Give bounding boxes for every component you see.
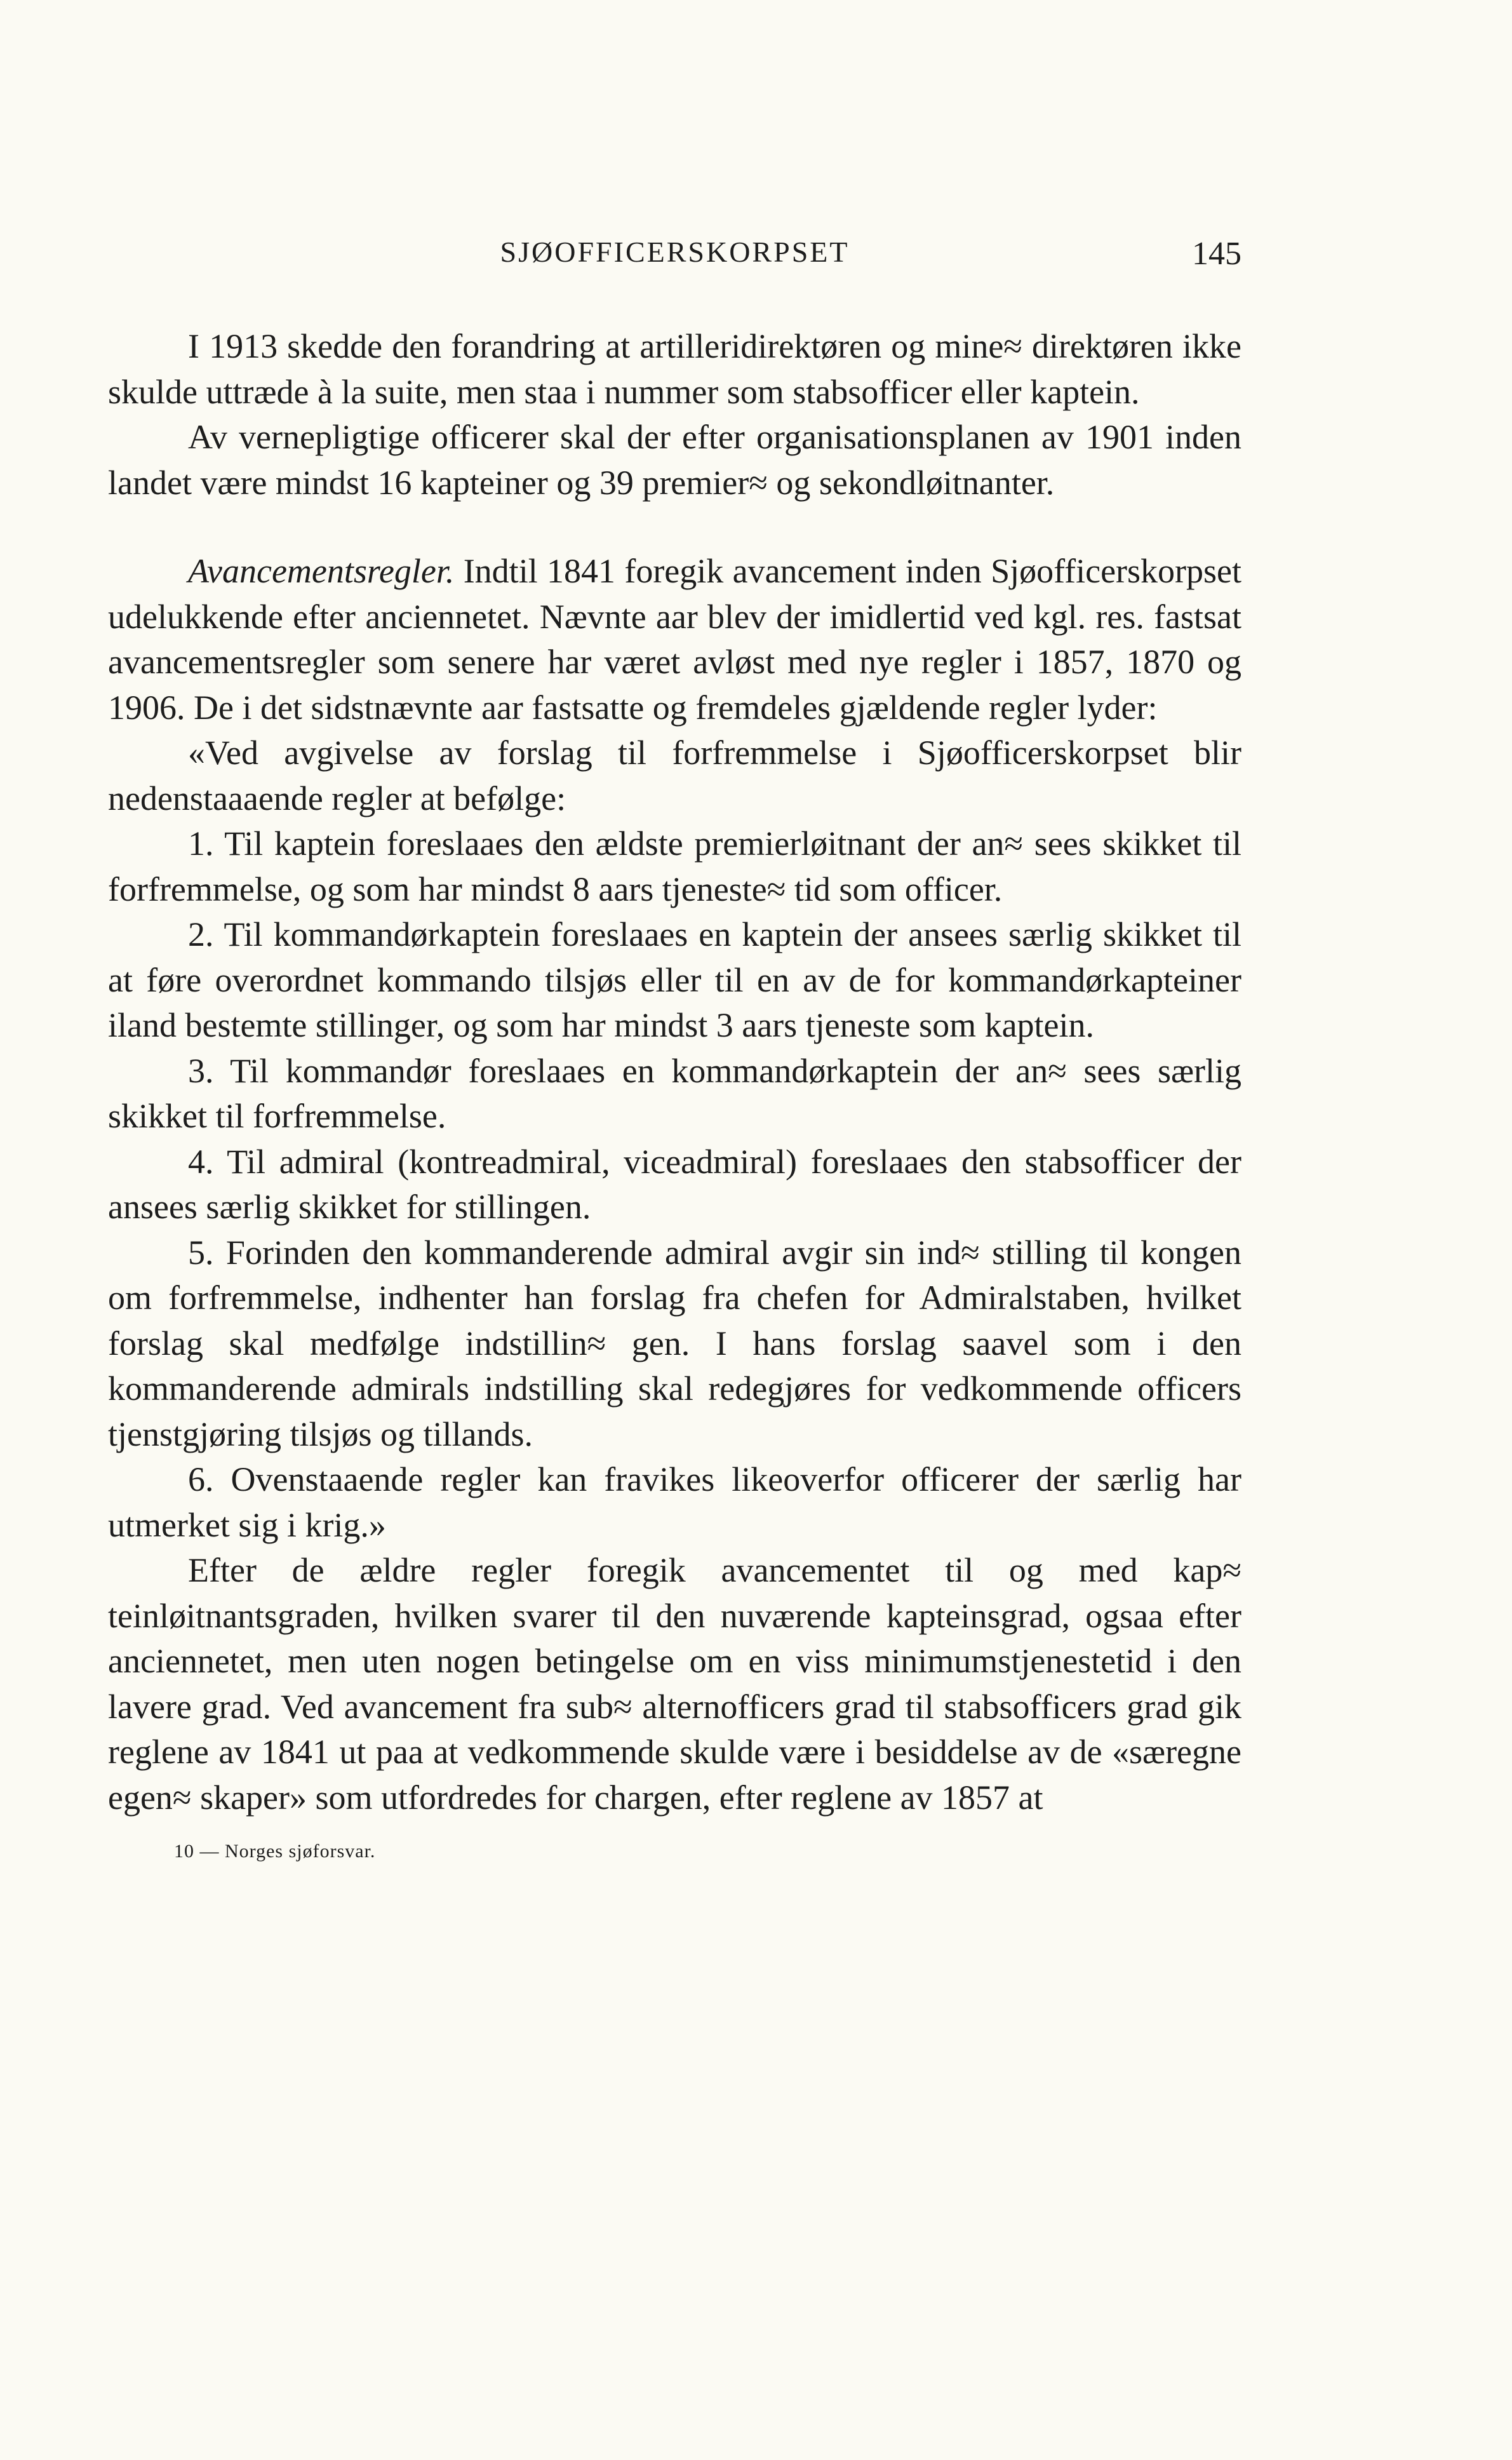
running-head bbox=[108, 235, 1241, 286]
section-intro: Indtil 1841 foregik avancement inden Sjøofficerskorpset udelukkende efter anciennetet. Nævnte aar blev der imidlertid ved kgl. res. fastsat avancementsregler som senere har været avløst med nye regler i 1857, 1870 og 1906. De i det sidstnævnte aar fastsatte og fremdeles gjældende regler lyder: bbox=[108, 552, 1242, 727]
book-page bbox=[108, 235, 1241, 1862]
signature-mark: 10 — Norges sjøforsvar. bbox=[174, 1841, 376, 1862]
rule-4: 4. Til admiral (kontreadmiral, viceadmiral) foreslaaes den stabsofficer der ansees særlig skikket for stillingen. bbox=[108, 1142, 1241, 1226]
paragraph-conscript-officers: Av vernepligtige officerer skal der efter organisationsplanen av 1901 inden landet være mindst 16 kapteiner og 39 premier≈ og sekondløitnanter. bbox=[108, 418, 1241, 502]
paragraph-1913: I 1913 skedde den forandring at artilleridirektøren og mine≈ direktøren ikke skulde uttræde à la suite, men staa i nummer som stabsofficer eller kaptein. bbox=[108, 327, 1241, 411]
rules-intro: «Ved avgivelse av forslag til forfremmelse i Sjøofficerskorpset blir nedenstaaaende regler at befølge: bbox=[108, 734, 1241, 817]
body-text bbox=[108, 324, 1241, 1820]
page-number: 145 bbox=[1192, 236, 1241, 272]
rule-3: 3. Til kommandør foreslaaes en kommandørkaptein der an≈ sees særlig skikket til forfremmelse. bbox=[108, 1051, 1241, 1135]
running-head-title: SJØOFFICERSKORPSET bbox=[500, 236, 850, 268]
section-avancementsregler bbox=[108, 549, 1241, 730]
rule-2: 2. Til kommandørkaptein foreslaaes en kaptein der ansees særlig skikket til at føre overordnet kommando tilsjøs eller til en av de for kommandørkapteiner iland bestemte stillinger, og som har mindst 3 aars tjeneste som kaptein. bbox=[108, 915, 1241, 1044]
rule-1: 1. Til kaptein foreslaaes den ældste premierløitnant der an≈ sees skikket til forfremmelse, og som har mindst 8 aars tjeneste≈ tid som officer. bbox=[108, 824, 1241, 908]
rule-5: 5. Forinden den kommanderende admiral avgir sin ind≈ stilling til kongen om forfremmelse, indhenter han forslag fra chefen for Admiralstaben, hvilket forslag skal medfølge indstillin≈ gen. I hans forslag saavel som i den kommanderende admirals indstilling skal redegjøres for vedkommende officers tjenstgjøring tilsjøs og tillands. bbox=[108, 1233, 1241, 1453]
section-heading: Avancementsregler. bbox=[188, 552, 455, 590]
closing-paragraph: Efter de ældre regler foregik avancementet til og med kap≈ teinløitnantsgraden, hvilken svarer til den nuværende kapteinsgrad, ogsaa efter anciennetet, men uten nogen betingelse om en viss minimumstjenestetid i den lavere grad. Ved avancement fra sub≈ alternofficers grad til stabsofficers grad gik reglene av 1841 ut paa at vedkommende skulde være i besiddelse av de «særegne egen≈ skaper» som utfordredes for chargen, efter reglene av 1857 at bbox=[108, 1551, 1241, 1817]
rule-6: 6. Ovenstaaende regler kan fravikes likeoverfor officerer der særlig har utmerket sig i krig.» bbox=[108, 1460, 1241, 1544]
